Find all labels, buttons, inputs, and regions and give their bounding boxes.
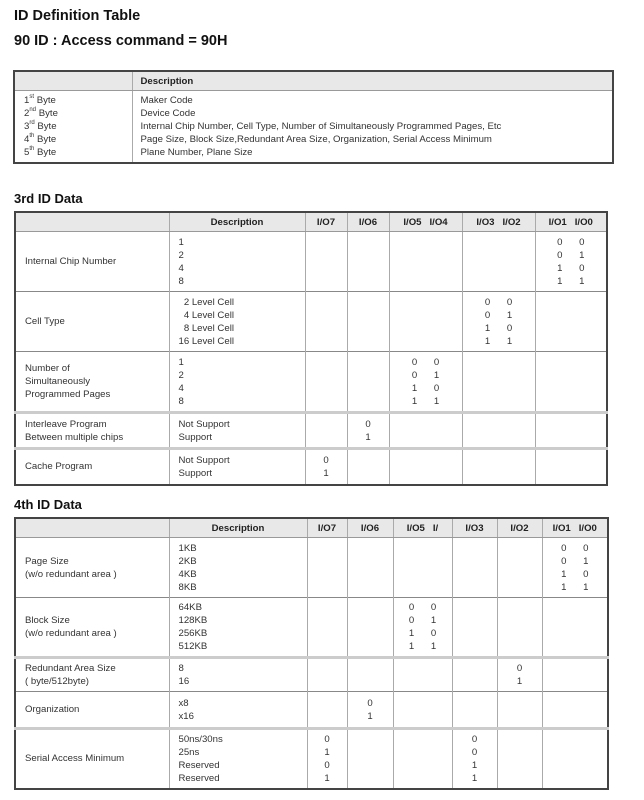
bit-cell [452, 729, 497, 789]
bit-cell [305, 352, 347, 413]
table-row [15, 352, 607, 413]
byte-definition-table [13, 70, 614, 164]
table-row [15, 449, 607, 485]
byte-label: 3rd Byte [24, 120, 57, 132]
bit-values: 1 1 [561, 581, 589, 593]
bit-cell [393, 658, 452, 692]
row-label: Block Size (w/o redundant area ) [15, 598, 169, 658]
bit-values: 0 [367, 697, 373, 709]
bit-cell [497, 598, 542, 658]
row-description: 1KB 2KB 4KB 8KB [169, 538, 307, 598]
bit-cell [389, 292, 462, 352]
byte-column-header [14, 71, 132, 91]
bit-cell [393, 692, 452, 729]
bit-values: 1 0 [561, 568, 589, 580]
bit-cell [347, 538, 393, 598]
bit-values: 0 0 [411, 356, 440, 368]
row-label: Redundant Area Size ( byte/512byte) [15, 658, 169, 692]
description-column-header: Description [132, 71, 613, 91]
row-description: 50ns/30ns 25ns Reserved Reserved [169, 729, 307, 789]
table-row [15, 658, 608, 692]
bit-values: 0 0 [408, 602, 437, 613]
bit-values: 0 [471, 733, 478, 745]
bit-cell [497, 538, 542, 598]
page-title: ID Definition Table [14, 8, 141, 24]
bit-cell [305, 232, 347, 292]
bit-cell [347, 658, 393, 692]
bit-cell [389, 232, 462, 292]
bit-cell [542, 598, 608, 658]
column-header: I/O3 I/O2 [462, 212, 535, 232]
table-row [15, 692, 608, 729]
bit-values: 1 [323, 467, 329, 479]
row-label: Serial Access Minimum [15, 729, 169, 789]
byte-descriptions [132, 91, 613, 164]
column-header: Description [169, 212, 305, 232]
bit-values: 1 [516, 676, 523, 687]
fourth-id-heading: 4th ID Data [14, 497, 82, 512]
row-description: 2 Level Cell 4 Level Cell 8 Level Cell 16 Level Cell [169, 292, 305, 352]
bit-cell [347, 729, 393, 789]
bit-cell [347, 292, 389, 352]
byte-description: Device Code [140, 108, 196, 119]
column-header: I/O6 [347, 518, 393, 538]
column-header: I/O2 [497, 518, 542, 538]
column-header: I/O7 [307, 518, 347, 538]
bit-values: 0 0 [557, 236, 585, 248]
bit-cell [497, 692, 542, 729]
bit-cell [389, 413, 462, 449]
bit-values: 0 0 [484, 296, 513, 308]
byte-labels [14, 91, 132, 164]
bit-cell [307, 729, 347, 789]
third-id-heading: 3rd ID Data [14, 191, 83, 206]
bit-cell [305, 292, 347, 352]
bit-values: 1 1 [557, 275, 585, 287]
bit-cell [347, 692, 393, 729]
row-label: Number of Simultaneously Programmed Pages [15, 352, 169, 413]
bit-values: 1 [367, 710, 373, 722]
column-header: I/O7 [305, 212, 347, 232]
bit-cell [307, 598, 347, 658]
bit-cell [347, 352, 389, 413]
bit-cell [535, 413, 607, 449]
bit-cell [462, 292, 535, 352]
bit-cell [462, 232, 535, 292]
bit-values: 1 0 [411, 382, 440, 394]
byte-label: 5th Byte [24, 146, 57, 158]
bit-values: 1 0 [557, 262, 585, 274]
bit-cell [535, 449, 607, 485]
table-row [15, 598, 608, 658]
bit-values: 1 1 [484, 335, 513, 347]
byte-label: 4th Byte [24, 133, 57, 145]
fourth-id-data-table [14, 517, 609, 790]
table-row [15, 292, 607, 352]
bit-cell [347, 413, 389, 449]
bit-values: 0 [324, 759, 330, 771]
byte-description: Internal Chip Number, Cell Type, Number of Simultaneously Programmed Pages, Etc [140, 121, 502, 132]
row-description: Not Support Support [169, 449, 305, 485]
row-description: 1 2 4 8 [169, 352, 305, 413]
bit-values: 1 [471, 759, 478, 771]
column-header: I/O6 [347, 212, 389, 232]
bit-cell [535, 232, 607, 292]
row-description: 1 2 4 8 [169, 232, 305, 292]
bit-cell [535, 292, 607, 352]
third-id-data-table [14, 211, 608, 486]
bit-values: 0 1 [561, 555, 589, 567]
bit-cell [452, 598, 497, 658]
bit-cell [305, 449, 347, 485]
bit-cell [497, 729, 542, 789]
byte-label: 2nd Byte [24, 107, 58, 119]
bit-cell [497, 658, 542, 692]
byte-description: Page Size, Block Size,Redundant Area Size, Organization, Serial Access Minimum [140, 134, 492, 145]
table-row [15, 232, 607, 292]
row-label: Cache Program [15, 449, 169, 485]
bit-cell [347, 598, 393, 658]
page-subtitle: 90 ID : Access command = 90H [14, 33, 228, 49]
bit-values: 0 [324, 733, 330, 745]
bit-cell [347, 232, 389, 292]
bit-cell [305, 413, 347, 449]
bit-cell [452, 658, 497, 692]
bit-values: 1 0 [408, 628, 437, 639]
bit-values: 0 [365, 418, 371, 430]
column-header: I/O5 I/ [393, 518, 452, 538]
byte-description: Maker Code [140, 95, 193, 106]
bit-cell [307, 692, 347, 729]
bit-cell [307, 538, 347, 598]
bit-cell [462, 413, 535, 449]
bit-cell [535, 352, 607, 413]
row-label: Page Size (w/o redundant area ) [15, 538, 169, 598]
row-label: Internal Chip Number [15, 232, 169, 292]
bit-values: 1 [324, 772, 330, 784]
bit-cell [389, 449, 462, 485]
bit-cell [452, 692, 497, 729]
bit-cell [462, 449, 535, 485]
bit-values: 0 0 [561, 542, 589, 554]
column-header: I/O1 I/O0 [542, 518, 608, 538]
bit-values: 1 [324, 746, 330, 758]
row-description: Not Support Support [169, 413, 305, 449]
bit-values: 1 [365, 431, 371, 443]
bit-values: 0 1 [557, 249, 585, 261]
bit-cell [542, 692, 608, 729]
column-header: Description [169, 518, 307, 538]
column-header: I/O5 I/O4 [389, 212, 462, 232]
row-label: Organization [15, 692, 169, 729]
column-header [15, 212, 169, 232]
column-header [15, 518, 169, 538]
bit-cell [452, 538, 497, 598]
bit-cell [542, 729, 608, 789]
row-label: Cell Type [15, 292, 169, 352]
bit-values: 1 1 [411, 395, 440, 407]
table-row [15, 729, 608, 789]
bit-values: 0 [323, 454, 329, 466]
bit-cell [393, 729, 452, 789]
bit-values: 0 1 [411, 369, 440, 381]
bit-values: 1 0 [484, 322, 513, 334]
row-description: 64KB 128KB 256KB 512KB [169, 598, 307, 658]
byte-rows [14, 91, 613, 164]
row-description: 8 16 [169, 658, 307, 692]
row-label: Interleave Program Between multiple chips [15, 413, 169, 449]
bit-cell [542, 538, 608, 598]
bit-values: 0 [516, 663, 523, 674]
bit-values: 0 [471, 746, 478, 758]
byte-description: Plane Number, Plane Size [140, 147, 253, 158]
bit-cell [389, 352, 462, 413]
bit-cell [393, 598, 452, 658]
bit-values: 0 1 [484, 309, 513, 321]
column-header: I/O3 [452, 518, 497, 538]
bit-cell [307, 658, 347, 692]
bit-values: 1 1 [408, 641, 437, 652]
bit-cell [462, 352, 535, 413]
table-row [15, 538, 608, 598]
bit-cell [542, 658, 608, 692]
bit-values: 1 [471, 772, 478, 784]
bit-cell [393, 538, 452, 598]
byte-label: 1st Byte [24, 94, 56, 106]
bit-values: 0 1 [408, 615, 437, 626]
column-header: I/O1 I/O0 [535, 212, 607, 232]
bit-cell [347, 449, 389, 485]
table-row [15, 413, 607, 449]
row-description: x8 x16 [169, 692, 307, 729]
